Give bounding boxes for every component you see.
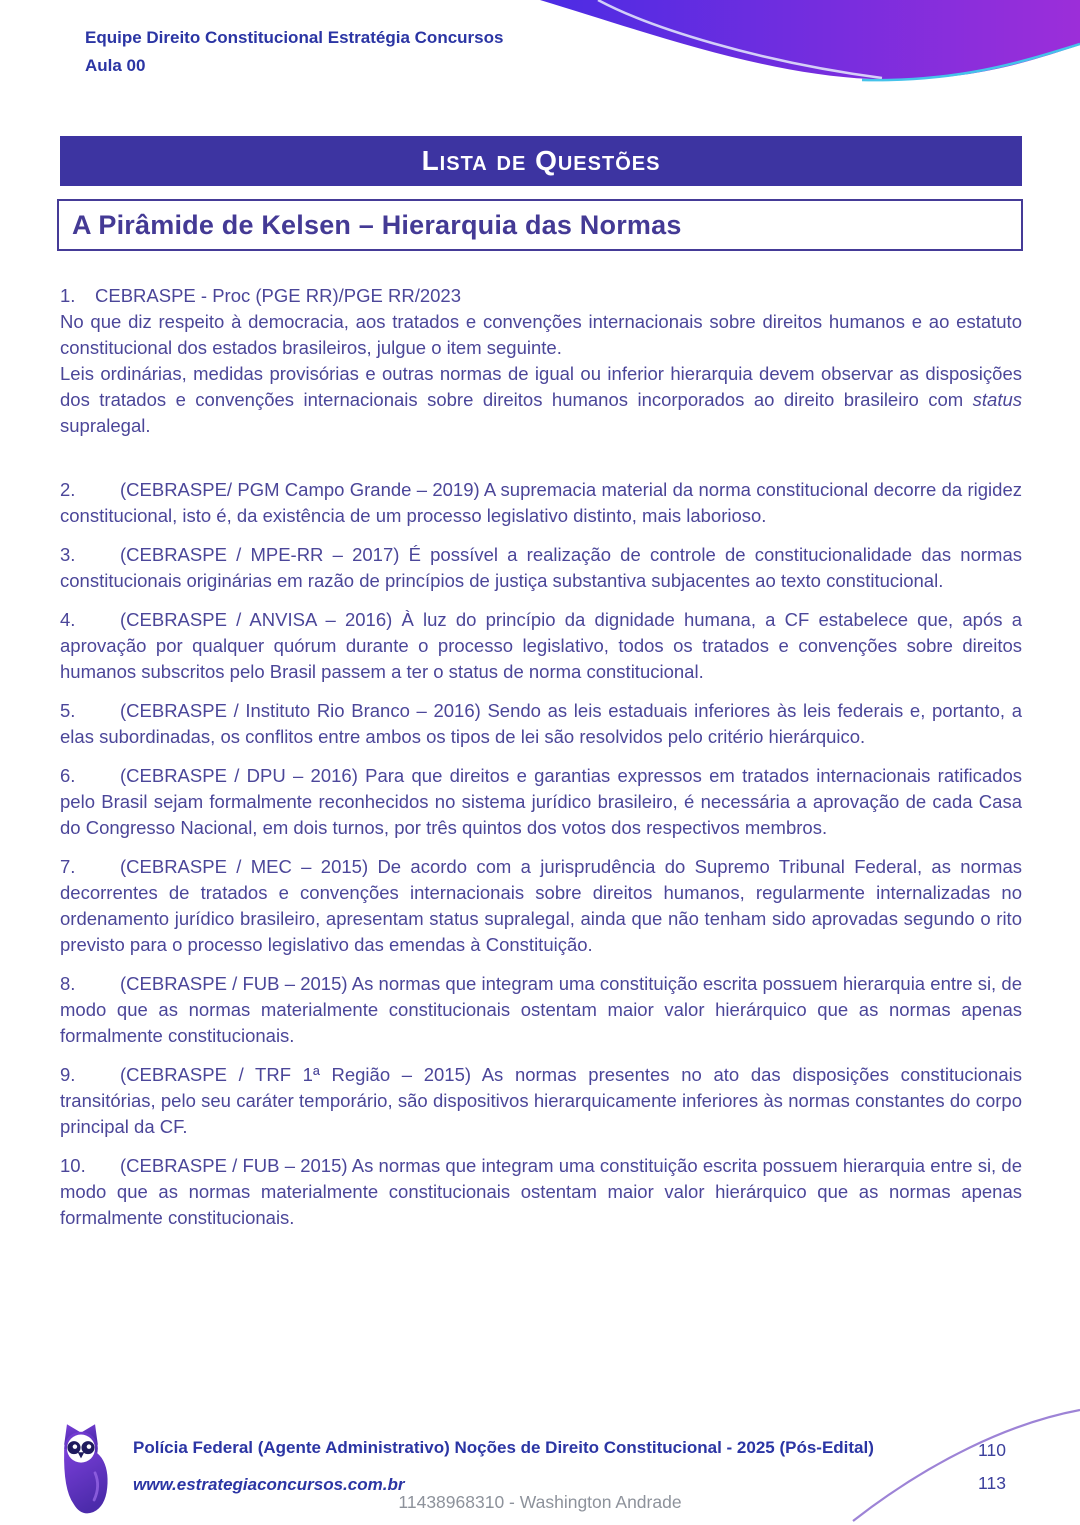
question-1-item: Leis ordinárias, medidas provisórias e outras normas de igual ou inferior hierarquia devem observar as disposições dos tratados e convenções internacionais sobre direitos humanos incorporados ao direito brasileiro com status supralegal.	[60, 363, 1022, 436]
question-source: CEBRASPE - Proc (PGE RR)/PGE RR/2023	[95, 285, 461, 306]
footer	[133, 1438, 874, 1495]
question-number: 1.	[60, 285, 76, 306]
question-2	[60, 477, 1022, 529]
question-text: (CEBRASPE / FUB – 2015) As normas que integram uma constituição escrita possuem hierarquia entre si, de modo que as normas materialmente constitucionais ostentam maior valor hierárquico que as normas apenas formalmente constitucionais.	[60, 1155, 1022, 1228]
document-header	[85, 24, 503, 80]
question-text: (CEBRASPE / MEC – 2015) De acordo com a jurisprudência do Supremo Tribunal Federal, as normas decorrentes de tratados e convenções internacionais sobre direitos humanos, regularmente internalizadas no ordenamento jurídico brasileiro, apresentam status supralegal, ainda que não tenham sido aprovadas segundo o rito previsto para o processo legislativo das emendas à Constituição.	[60, 856, 1022, 955]
topic-title-box	[57, 199, 1023, 251]
footer-course-title: Polícia Federal (Agente Administrativo) Noções de Direito Constitucional - 2025 (Pós-Edital)	[133, 1438, 874, 1457]
question-text: (CEBRASPE / Instituto Rio Branco – 2016) Sendo as leis estaduais inferiores às leis federais e, portanto, a elas subordinadas, os conflitos entre ambos os tipos de lei são resolvidos pelo critério hierárquico.	[60, 700, 1022, 747]
question-5	[60, 698, 1022, 750]
question-number: 6.	[60, 765, 76, 786]
question-number: 10.	[60, 1155, 86, 1176]
question-1	[60, 283, 1022, 439]
question-number: 8.	[60, 973, 76, 994]
question-number: 9.	[60, 1064, 76, 1085]
question-9	[60, 1062, 1022, 1140]
question-7	[60, 854, 1022, 958]
question-number: 3.	[60, 544, 76, 565]
page-number-current: 110	[978, 1440, 1006, 1460]
question-8	[60, 971, 1022, 1049]
question-text: (CEBRASPE / DPU – 2016) Para que direitos e garantias expressos em tratados internacionais ratificados pelo Brasil sejam formalmente reconhecidos no sistema jurídico brasileiro, é necessária a aprovação de cada Casa do Congresso Nacional, em dois turnos, por três quintos dos votos dos respectivos membros.	[60, 765, 1022, 838]
questions-banner	[60, 136, 1022, 186]
question-number: 2.	[60, 479, 76, 500]
watermark-text: 11438968310 - Washington Andrade	[398, 1492, 682, 1512]
questions-list	[60, 283, 1022, 1244]
question-1-heading	[60, 283, 1022, 309]
question-number: 4.	[60, 609, 76, 630]
question-3	[60, 542, 1022, 594]
banner-label: Lista de Questões	[421, 145, 661, 176]
question-4	[60, 607, 1022, 685]
footer-website-link: www.estrategiaconcursos.com.br	[133, 1475, 405, 1494]
italic-term: status	[972, 389, 1022, 410]
header-lesson-line: Aula 00	[85, 56, 146, 75]
header-team-line: Equipe Direito Constitucional Estratégia Concursos	[85, 28, 504, 47]
question-text: (CEBRASPE / FUB – 2015) As normas que integram uma constituição escrita possuem hierarquia entre si, de modo que as normas materialmente constitucionais ostentam maior valor hierárquico que as normas apenas formalmente constitucionais.	[60, 973, 1022, 1046]
header-wave-decoration	[540, 0, 1080, 96]
question-text: (CEBRASPE/ PGM Campo Grande – 2019) A supremacia material da norma constitucional decorre da rigidez constitucional, isto é, da existência de um processo legislativo distinto, mais laborioso.	[60, 479, 1022, 526]
question-number: 7.	[60, 856, 76, 877]
question-number: 5.	[60, 700, 76, 721]
question-text: (CEBRASPE / TRF 1ª Região – 2015) As normas presentes no ato das disposições constitucionais transitórias, pelo seu caráter temporário, são dispositivos hierarquicamente inferiores às normas constantes do corpo principal da CF.	[60, 1064, 1022, 1137]
topic-title: A Pirâmide de Kelsen – Hierarquia das Normas	[72, 209, 682, 240]
question-text: (CEBRASPE / MPE-RR – 2017) É possível a realização de controle de constitucionalidade das normas constitucionais originárias em razão de princípios de justiça substantiva subjacentes ao texto constitucional.	[60, 544, 1022, 591]
page-number-total: 113	[978, 1473, 1006, 1493]
question-text: (CEBRASPE / ANVISA – 2016) À luz do princípio da dignidade humana, a CF estabelece que, após a aprovação por qualquer quórum durante o processo legislativo, todos os tratados e convenções sobre direitos humanos subscritos pelo Brasil passem a ter o status de norma constitucional.	[60, 609, 1022, 682]
question-1-intro: No que diz respeito à democracia, aos tratados e convenções internacionais sobre direitos humanos e ao estatuto constitucional dos estados brasileiros, julgue o item seguinte.	[60, 311, 1022, 358]
question-6	[60, 763, 1022, 841]
question-10	[60, 1153, 1022, 1231]
